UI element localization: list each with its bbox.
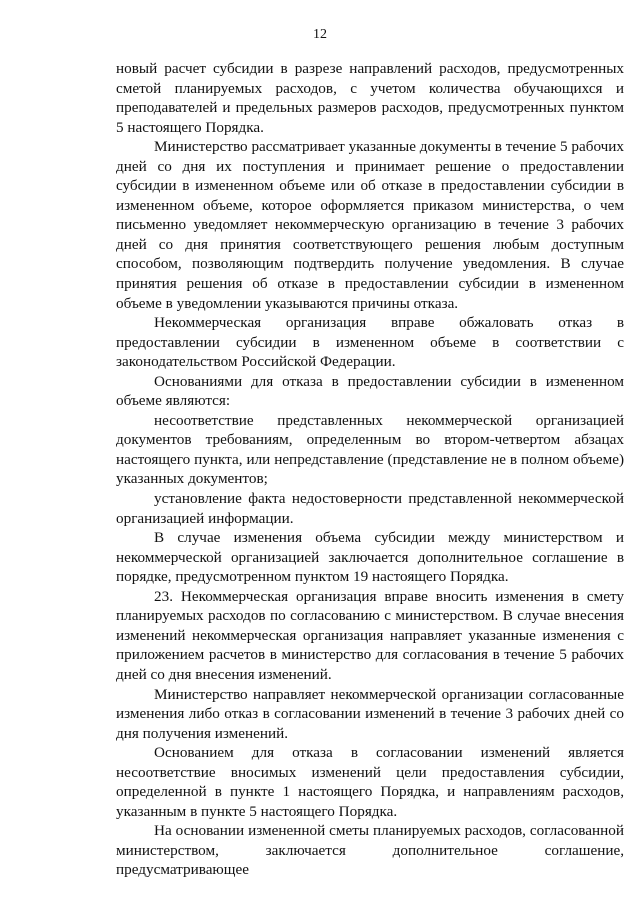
paragraph-9: Министерство направляет некоммерческой организации согласованные изменения либо отказ в согласовании изменений в течение 3 рабочих дней со дня получения изменений.	[116, 685, 624, 742]
paragraph-8: 23. Некоммерческая организация вправе вносить изменения в смету планируемых расходов по согласованию с министерством. В случае внесения изменений некоммерческая организация направляет указанные изменения с приложением расчетов в министерство для согласования в течение 5 рабочих дней со дня внесения изменений.	[116, 587, 624, 683]
paragraph-5: несоответствие представленных некоммерческой организацией документов требованиям, определенным во втором-четвертом абзацах настоящего пункта, или непредставление (представление не в полном объеме) указанных документов;	[116, 411, 624, 488]
paragraph-4: Основаниями для отказа в предоставлении субсидии в измененном объеме являются:	[116, 372, 624, 410]
page-number: 12	[313, 27, 327, 42]
paragraph-6: установление факта недостоверности представленной некоммерческой организацией информации.	[116, 490, 624, 527]
paragraph-1: новый расчет субсидии в разрезе направлений расходов, предусмотренных сметой планируемых расходов, с учетом количества обучающихся и преподавателей и предельных размеров расходов, предусмотренных пунктом 5 настоящего Порядка.	[116, 60, 624, 136]
document-body	[116, 59, 624, 880]
paragraph-11: На основании измененной сметы планируемых расходов, согласованной министерством, заключается дополнительное соглашение, предусматривающее	[116, 822, 624, 879]
paragraph-2: Министерство рассматривает указанные документы в течение 5 рабочих дней со дня их поступления и принимает решение о предоставлении субсидии в измененном объеме или об отказе в предоставлении субсидии в измененном объеме, которое оформляется приказом министерства, о чем письменно уведомляет некоммерческую организацию в течение 3 рабочих дней со дня принятия соответствующего решения любым доступным способом, позволяющим подтвердить получение уведомления. В случае принятия решения об отказе в предоставлении субсидии в измененном объеме в уведомлении указываются причины отказа.	[116, 138, 624, 312]
paragraph-3: Некоммерческая организация вправе обжаловать отказ в предоставлении субсидии в измененном объеме в соответствии с законодательством Российской Федерации.	[116, 314, 624, 371]
paragraph-7: В случае изменения объема субсидии между министерством и некоммерческой организацией заключается дополнительное соглашение в порядке, предусмотренном пунктом 19 настоящего Порядка.	[116, 529, 624, 586]
paragraph-10: Основанием для отказа в согласовании изменений является несоответствие вносимых изменений цели предоставления субсидии, определенной в пункте 1 настоящего Порядка, и направлениям расходов, указанным в пункте 5 настоящего Порядка.	[116, 744, 624, 820]
